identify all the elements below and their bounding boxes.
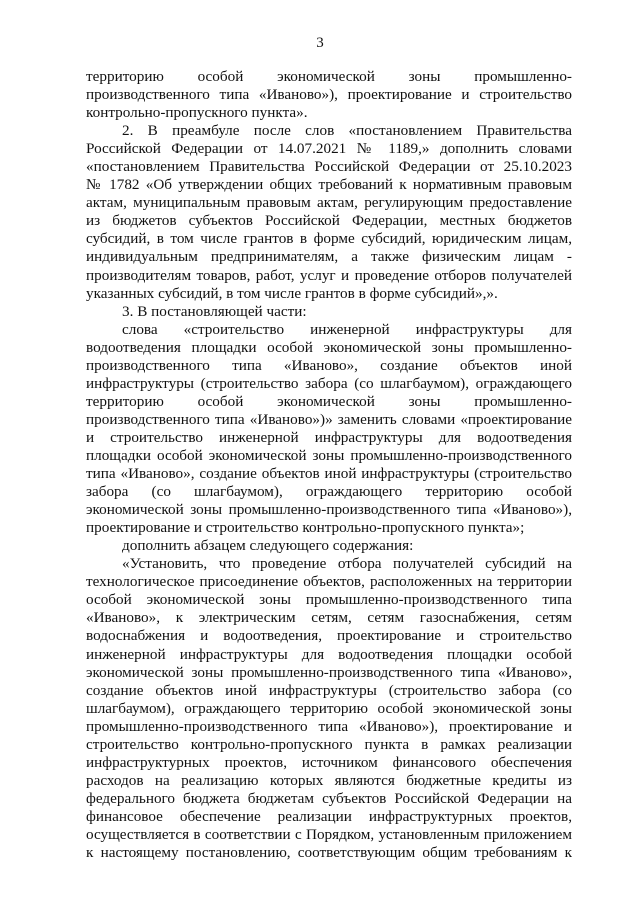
text-line: к настоящему постановлению, соответствующим общим требованиям к	[86, 844, 572, 862]
text-line: Российской Федерации от 14.07.2021 № 1189,» дополнить словами	[86, 140, 572, 158]
text-line: инженерной инфраструктуры для водоотведения площадки особой	[86, 645, 572, 663]
text-line: технологическое присоединение объектов, расположенных на территории	[86, 573, 572, 591]
text-line: «Иваново», к электрическим сетям, сетям газоснабжения, сетям	[86, 609, 572, 627]
text-line: забора (со шлагбаумом), ограждающего территорию особой	[86, 483, 572, 501]
text-line: строительство контрольно-пропускного пункта в рамках реализации	[86, 735, 572, 753]
text-line: территорию особой экономической зоны промышленно-	[86, 392, 572, 410]
text-line: расходов на реализацию которых являются бюджетные кредиты из	[86, 771, 572, 789]
text-line: инфраструктурных проектов, источником финансового обеспечения	[86, 753, 572, 771]
text-line: водоснабжения и водоотведения, проектирование и строительство	[86, 627, 572, 645]
text-line: производственного типа «Иваново»), проектирование и строительство	[86, 86, 572, 104]
text-line: экономической зоны промышленно-производственного типа «Иваново»),	[86, 501, 572, 519]
text-line: и строительство инженерной инфраструктуры для водоотведения	[86, 428, 572, 446]
text-line: федерального бюджета бюджетам субъектов Российской Федерации на	[86, 789, 572, 807]
text-line: проектирование и строительство контрольно-пропускного пункта»;	[86, 519, 525, 537]
text-line: типа «Иваново», создание объектов иной инфраструктуры (строительство	[86, 465, 572, 483]
text-line: 2. В преамбуле после слов «постановлением Правительства	[122, 122, 572, 140]
text-line: «постановлением Правительства Российской Федерации от 25.10.2023	[86, 158, 572, 176]
document-body	[86, 68, 572, 862]
text-line: осуществляется в соответствии с Порядком, установленным приложением	[86, 825, 572, 843]
text-line: производителям товаров, работ, услуг и проведение отборов получателей	[86, 266, 572, 284]
text-line: слова «строительство инженерной инфраструктуры для	[122, 320, 572, 338]
text-line: создание объектов иной инфраструктуры (строительство забора (со	[86, 681, 572, 699]
text-line: 3. В постановляющей части:	[122, 302, 307, 320]
text-line: № 1782 «Об утверждении общих требований к нормативным правовым	[86, 176, 572, 194]
text-line: финансовое обеспечение реализации инфраструктурных проектов,	[86, 807, 572, 825]
text-line: субсидий, в том числе грантов в форме субсидий, юридическим лицам,	[86, 230, 572, 248]
text-line: дополнить абзацем следующего содержания:	[122, 537, 414, 555]
text-line: территорию особой экономической зоны промышленно-	[86, 68, 572, 85]
text-line: производственного типа «Иваново», создание объектов иной	[86, 356, 572, 374]
text-line: инфраструктуры (строительство забора (со шлагбаумом), ограждающего	[86, 374, 572, 392]
text-line: водоотведения площадки особой экономической зоны промышленно-	[86, 338, 572, 356]
text-line: контрольно-пропускного пункта».	[86, 104, 308, 122]
text-line: площадки особой экономической зоны промышленно-производственного	[86, 446, 572, 464]
text-line: «Установить, что проведение отбора получателей субсидий на	[122, 555, 572, 573]
text-line: шлагбаумом), ограждающего территорию особой экономической зоны	[86, 699, 572, 717]
text-line: производственного типа «Иваново»)» заменить словами «проектирование	[86, 410, 572, 428]
text-line: промышленно-производственного типа «Иваново»), проектирование и	[86, 717, 572, 735]
page-number: 3	[316, 35, 324, 51]
text-line: из бюджетов субъектов Российской Федерации, местных бюджетов	[86, 212, 572, 230]
text-line: индивидуальным предпринимателям, а также физическим лицам -	[86, 248, 572, 266]
text-line: особой экономической зоны промышленно-производственного типа	[86, 591, 572, 609]
text-line: экономической зоны промышленно-производственного типа «Иваново»,	[86, 663, 572, 681]
text-line: актам, муниципальным правовым актам, регулирующим предоставление	[86, 194, 572, 212]
text-line: указанных субсидий, в том числе грантов в форме субсидий»,».	[86, 284, 498, 302]
